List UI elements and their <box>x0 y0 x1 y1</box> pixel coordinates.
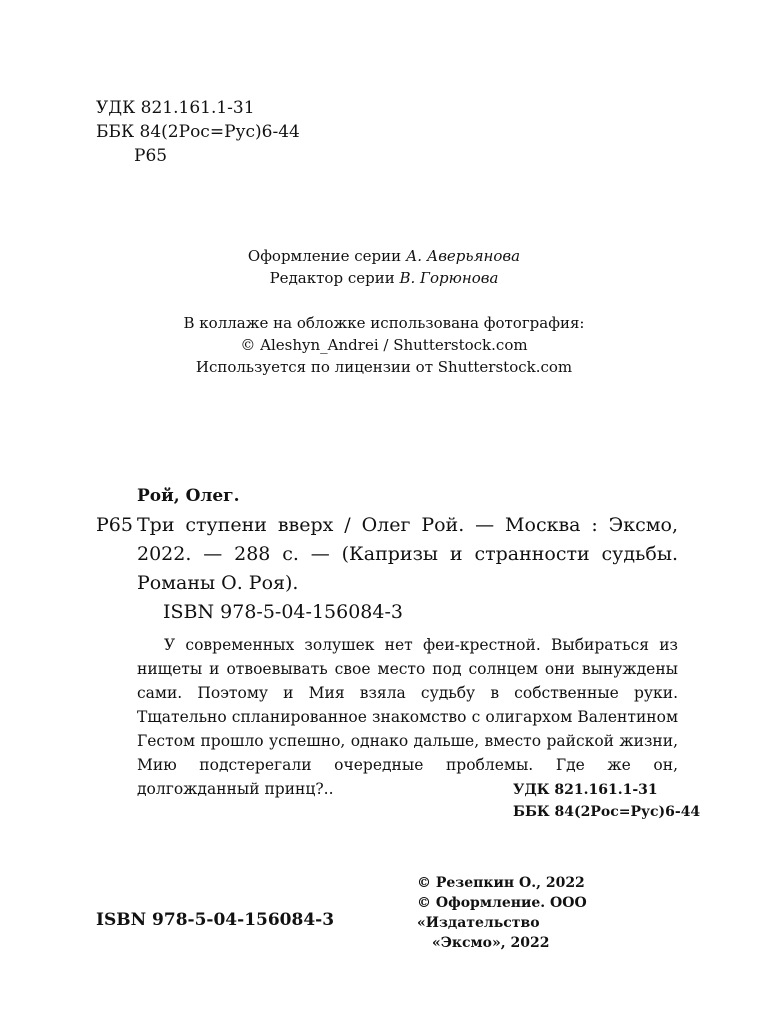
series-editor-label: Редактор серии <box>269 269 395 287</box>
series-design-name: А. Аверьянова <box>405 247 521 265</box>
series-design-line <box>0 245 768 267</box>
series-design-label: Оформление серии <box>247 247 402 265</box>
copyright-block <box>417 873 697 953</box>
copyright-design-line-2: «Эксмо», 2022 <box>432 935 550 951</box>
photo-credits <box>0 312 768 378</box>
bottom-bbk-code: ББК 84(2Рос=Рус)6-44 <box>513 804 701 820</box>
bottom-udk-code: УДК 821.161.1-31 <box>513 782 658 798</box>
catalog-code: Р65 <box>96 514 133 536</box>
photo-credit-line-2: © Aleshyn_Andrei / Shutterstock.com <box>240 336 528 354</box>
series-credits <box>0 245 768 289</box>
catalog-description: Три ступени вверх / Олег Рой. — Москва : Эксмо, 2022. — 288 с. — (Капризы и странности судьбы. Романы О. Роя). <box>137 514 678 594</box>
bottom-classification-codes <box>513 779 700 823</box>
copyright-design-line-1: © Оформление. ООО «Издательство <box>417 895 587 931</box>
catalog-isbn: ISBN 978-5-04-156084-3 <box>163 601 403 623</box>
bbk-code: ББК 84(2Рос=Рус)6-44 <box>96 122 300 142</box>
photo-credit-line-1: В коллаже на обложке использована фотография: <box>183 314 585 332</box>
udk-code: УДК 821.161.1-31 <box>96 98 255 118</box>
catalog-author: Рой, Олег. <box>137 486 240 506</box>
bottom-isbn: ISBN 978-5-04-156084-3 <box>96 910 335 930</box>
book-annotation: У современных золушек нет феи-крестной. Выбираться из нищеты и отвоевывать свое место под солнцем они вынуждены сами. Поэтому и Мия взяла судьбу в собственные руки. Тщательно спланированное знакомство с олигархом Валентином Гестом прошло успешно, однако дальше, вместо райской жизни, Мию подстерегали очередные проблемы. Где же он, долгожданный принц?.. <box>137 636 678 798</box>
series-editor-name: В. Горюнова <box>399 269 499 287</box>
copyright-author: © Резепкин О., 2022 <box>417 875 585 891</box>
author-mark: Р65 <box>134 146 168 166</box>
series-editor-line <box>0 267 768 289</box>
photo-credit-line-3: Используется по лицензии от Shutterstock.com <box>195 358 573 376</box>
classification-codes <box>96 96 300 168</box>
